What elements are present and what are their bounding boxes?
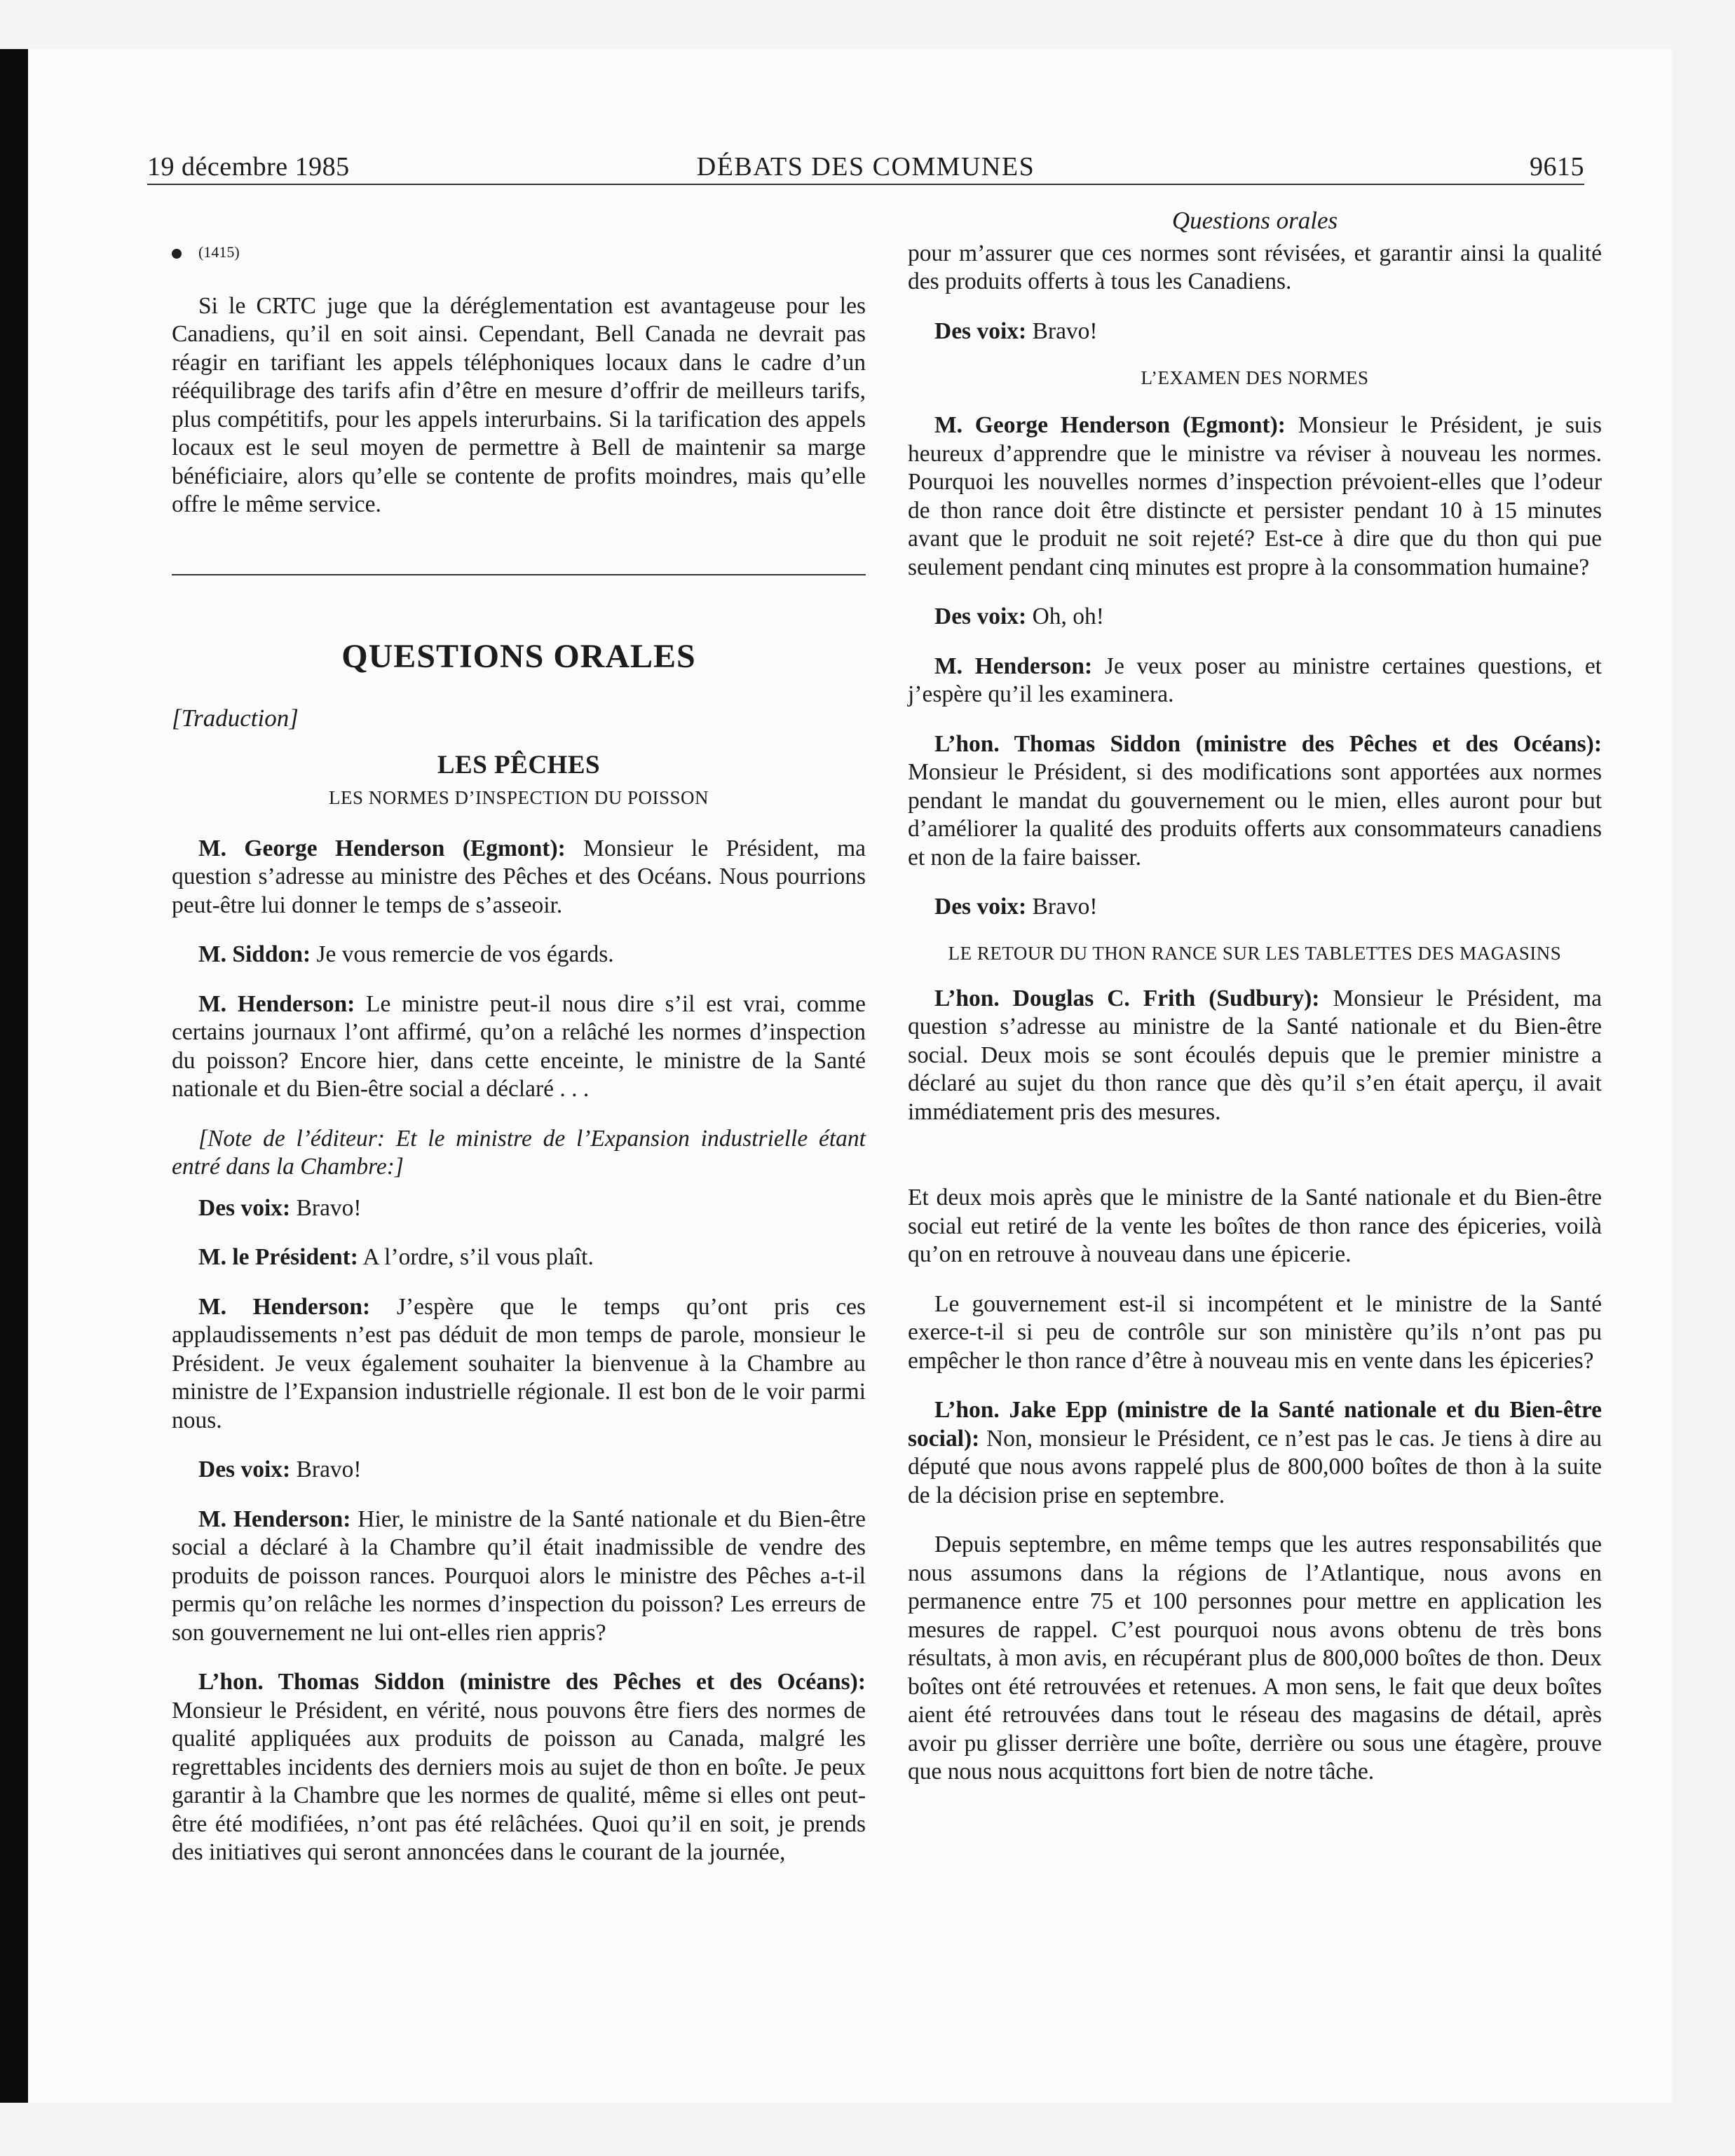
bullet-icon — [172, 249, 182, 259]
speech — [908, 985, 1602, 1127]
speech — [172, 1243, 866, 1272]
header-title: DÉBATS DES COMMUNES — [696, 152, 1035, 182]
speech — [172, 1456, 866, 1485]
paragraph: Depuis septembre, en même temps que les autres responsabilités que nous assumons dans la régions de l’Atlantique, nous avons en permanence entre 75 et 100 personnes pour mettre en application les mesures de rappel. C’est pourquoi nous avons obtenu de très bons résultats, à mon avis, en récupérant plus de 800,000 boîtes de thon. Deux boîtes ont été retrouvées et retenues. A mon sens, le fait que deux boîtes aient été retrouvées dans tout le réseau des magasins de détail, après avoir pu glisser derrière une boîte, derrière ou sous une étagère, prouve que nous nous acquittons fort bien de notre tâche. — [908, 1531, 1602, 1785]
speech-text: Non, monsieur le Président, ce n’est pas le cas. Je tiens à dire au député que nous avons rappelé plus de 800,000 boîtes de thon à la suite de la décision prise en septembre. — [908, 1425, 1602, 1508]
speaker: L’hon. Thomas Siddon (ministre des Pêches et des Océans): — [934, 730, 1602, 757]
topic-heading: LES NORMES D’INSPECTION DU POISSON — [328, 787, 709, 808]
speech — [172, 1668, 866, 1867]
speaker: Des voix: — [198, 1194, 291, 1221]
speech-text: Monsieur le Président, ma question s’adresse au ministre de la Santé nationale et du Bien-être social. Deux mois se sont écoulés depuis que le premier ministre a déclaré au sujet du thon rance que dès qu’il s’en était aperçu, il avait immédiatement pris des mesures. — [908, 985, 1602, 1125]
speech-text: Monsieur le Président, je suis heureux d’apprendre que le ministre va réviser à nouveau les normes. Pourquoi les nouvelles normes d’inspection prévoient-elles que l’odeur de thon rance doit être distincte et persister pendant 10 à 15 minutes avant que le produit ne soit rejeté? Est-ce à dire que du thon qui pue seulement pendant cinq minutes est propre à la consommation humaine? — [908, 412, 1602, 580]
speech — [172, 1293, 866, 1435]
speaker: Des voix: — [934, 603, 1027, 629]
right-column — [908, 207, 1602, 1808]
speaker: M. Henderson: — [198, 1293, 371, 1320]
speaker: L’hon. Douglas C. Frith (Sudbury): — [934, 985, 1320, 1011]
speech-text: Bravo! — [1026, 318, 1098, 344]
speaker: M. Siddon: — [198, 941, 311, 967]
speaker: M. Henderson: — [934, 653, 1093, 679]
running-head: Questions orales — [1171, 207, 1338, 234]
scan-edge — [0, 49, 28, 2103]
speaker: Des voix: — [934, 318, 1027, 344]
page-header — [147, 149, 1584, 185]
speech — [172, 1194, 866, 1223]
speech-text: Je vous remercie de vos égards. — [311, 941, 614, 967]
paragraph: Si le CRTC juge que la déréglementation est avantageuse pour les Canadiens, qu’il en soit ainsi. Cependant, Bell Canada ne devrait pas réagir en tarifiant les appels téléphoniques locaux dans le cadre d’un rééquilibrage des tarifs afin d’être en mesure d’offrir de meilleurs tarifs, plus compétitifs, pour les appels interurbains. Si la tarification des appels locaux est le seul moyen de permettre à Bell de maintenir sa marge bénéficiaire, alors qu’elle se contente de profits moindres, mais qu’elle offre le même service. — [172, 292, 866, 517]
speaker: Des voix: — [934, 894, 1027, 920]
speech — [172, 1506, 866, 1648]
speaker: M. George Henderson (Egmont): — [198, 835, 566, 861]
speech-text: Oh, oh! — [1026, 603, 1104, 629]
speech-text: Je veux poser au ministre certaines questions, et j’espère qu’il les examinera. — [908, 653, 1602, 707]
paragraph: pour m’assurer que ces normes sont révisées, et garantir ainsi la qualité des produits offerts à tous les Canadiens. — [908, 240, 1602, 294]
subject-heading: LES PÊCHES — [437, 750, 601, 779]
speech — [908, 411, 1602, 582]
speech — [908, 603, 1602, 632]
speaker: M. le Président: — [198, 1244, 358, 1270]
speech-text: Monsieur le Président, en vérité, nous pouvons être fiers des normes de qualité appliquées aux produits de poisson au Canada, malgré les regrettables incidents des derniers mois au sujet de thon en boîte. Je peux garantir à la Chambre que les normes de qualité, même si elles ont peut-être été modifiées, n’ont pas été relâchées. Quoi qu’il en soit, je prends des initiatives qui seront annoncées dans le courant de la journée, — [172, 1697, 866, 1865]
translation-note: [Traduction] — [172, 704, 299, 732]
speech-text: Bravo! — [290, 1194, 362, 1221]
topic-heading: LE RETOUR DU THON RANCE SUR LES TABLETTES DES MAGASINS — [948, 942, 1562, 964]
speech-text: Hier, le ministre de la Santé nationale et du Bien-être social a déclaré à la Chambre qu’il était inadmissible de vendre des produits de poisson rances. Pourquoi alors le ministre des Pêches a-t-il permis qu’on relâche les normes d’inspection du poisson? Les erreurs de son gouvernement ne lui ont-elles rien appris? — [172, 1506, 866, 1646]
page-number: 9615 — [1530, 152, 1584, 182]
speaker: L’hon. Jake Epp (ministre de la Santé nationale et du Bien-être social): — [908, 1397, 1602, 1452]
spacer — [908, 1147, 1602, 1184]
paragraph: Et deux mois après que le ministre de la Santé nationale et du Bien-être social eut retiré de la vente les boîtes de thon rance des épiceries, voilà qu’on en retrouve à nouveau dans une épicerie. — [908, 1185, 1602, 1267]
section-divider — [172, 574, 866, 575]
speech-text: Le ministre peut-il nous dire s’il est vrai, comme certains journaux l’ont affirmé, qu’on a relâché les normes d’inspection du poisson? Encore hier, dans cette enceinte, le ministre de la Santé nationale et du Bien-être social a déclaré . . . — [172, 990, 866, 1102]
speech-text: A l’ordre, s’il vous plaît. — [358, 1244, 594, 1270]
speech-text: J’espère que le temps qu’ont pris ces applaudissements n’est pas déduit de mon temps de parole, monsieur le Président. Je veux également souhaiter la bienvenue à la Chambre au ministre de l’Expansion industrielle régionale. Il est bon de le voir parmi nous. — [172, 1293, 866, 1433]
speech-text: Bravo! — [290, 1456, 362, 1482]
speech — [908, 653, 1602, 709]
speaker: Des voix: — [198, 1456, 291, 1482]
header-date: 19 décembre 1985 — [147, 152, 350, 182]
time-marker — [172, 238, 866, 267]
paragraph: Le gouvernement est-il si incompétent et le ministre de la Santé exerce-t-il si peu de contrôle sur son ministère qu’ils n’ont pas pu empêcher le thon rance d’être à nouveau mis en vente dans les épiceries? — [908, 1290, 1602, 1374]
speech-text: Monsieur le Président, ma question s’adresse au ministre des Pêches et des Océans. Nous pourrions peut-être lui donner le temps de s’asseoir. — [172, 835, 866, 918]
speech — [172, 941, 866, 969]
speech — [172, 835, 866, 920]
speaker: M. Henderson: — [198, 990, 355, 1017]
speaker: L’hon. Thomas Siddon (ministre des Pêches et des Océans): — [198, 1669, 866, 1695]
speech-text: Monsieur le Président, si des modifications sont apportées aux normes pendant le mandat du gouvernement ou le mien, elles auront pour but d’améliorer la qualité des produits offerts aux consommateurs canadiens et non de la faire baisser. — [908, 759, 1602, 871]
topic-heading: L’EXAMEN DES NORMES — [1141, 367, 1369, 388]
section-title: QUESTIONS ORALES — [341, 637, 696, 675]
time-marker-text: (1415) — [198, 243, 240, 261]
speech — [172, 990, 866, 1104]
editor-note: [Note de l’éditeur: Et le ministre de l’Expansion industrielle étant entré dans la Chambre:] — [172, 1125, 866, 1180]
speaker: M. George Henderson (Egmont): — [934, 412, 1286, 438]
speech — [908, 893, 1602, 922]
speech — [908, 730, 1602, 873]
speaker: M. Henderson: — [198, 1506, 351, 1532]
speech-text: Bravo! — [1026, 894, 1098, 920]
speech — [908, 1396, 1602, 1510]
speech — [908, 318, 1602, 346]
left-column — [172, 238, 866, 1888]
